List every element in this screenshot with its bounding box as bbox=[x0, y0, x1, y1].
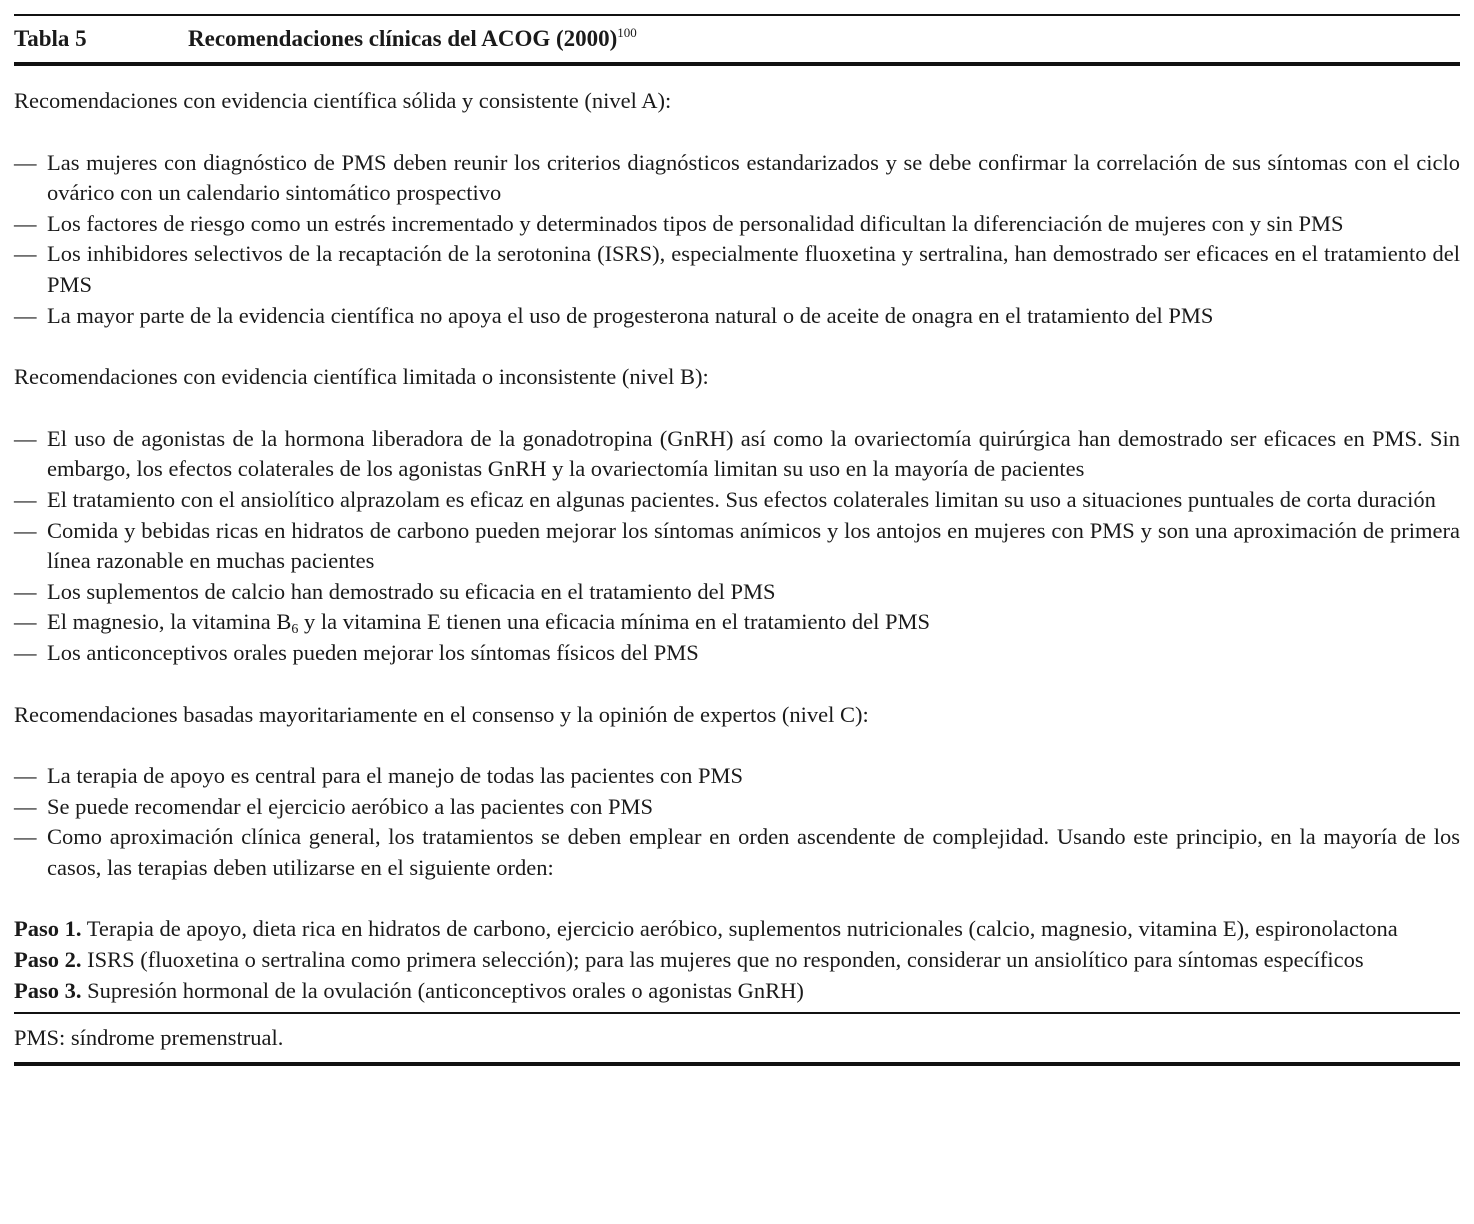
step-3 bbox=[14, 976, 1460, 1007]
vitamin-text-end: y la vitamina E tienen una eficacia mínima en el tratamiento del PMS bbox=[298, 609, 930, 635]
step-1 bbox=[14, 914, 1460, 945]
dash-bullet: — bbox=[14, 425, 37, 451]
list-item bbox=[14, 424, 1460, 485]
table-title-text: Recomendaciones clínicas del ACOG (2000) bbox=[188, 25, 618, 51]
list-item bbox=[14, 822, 1460, 883]
list-item bbox=[14, 301, 1460, 332]
dash-bullet: — bbox=[14, 517, 37, 543]
table-title bbox=[188, 24, 637, 55]
list-item-text: Las mujeres con diagnóstico de PMS deben reunir los criterios diagnósticos estandarizados y se debe confirmar la correlación de sus síntomas con el ciclo ovárico con un calendario sintomático prospectivo bbox=[47, 149, 1460, 206]
list-item-text: Los anticonceptivos orales pueden mejorar los síntomas físicos del PMS bbox=[47, 639, 699, 665]
table-reference: 100 bbox=[617, 24, 637, 40]
list-item-text: Los factores de riesgo como un estrés incrementado y determinados tipos de personalidad dificultan la diferenciación de mujeres con y sin PMS bbox=[47, 210, 1344, 236]
list-item bbox=[14, 516, 1460, 577]
list-item-text: Como aproximación clínica general, los tratamientos se deben emplear en orden ascendente de complejidad. Usando este principio, en la mayoría de los casos, las terapias deben utilizarse en el siguiente orden: bbox=[47, 824, 1460, 880]
dash-bullet: — bbox=[14, 302, 37, 328]
list-item bbox=[14, 209, 1460, 240]
list-item bbox=[14, 638, 1460, 669]
dash-bullet: — bbox=[14, 241, 37, 267]
list-item-text: El uso de agonistas de la hormona liberadora de la gonadotropina (GnRH) así como la ovariectomía quirúrgica han demostrado ser eficaces en PMS. Sin embargo, los efectos colaterales de los agonistas GnRH y la ovariectomía limitan su uso en la mayoría de pacientes bbox=[47, 425, 1460, 482]
dash-bullet: — bbox=[14, 763, 37, 789]
step-label: Paso 2. bbox=[14, 947, 82, 973]
table-container bbox=[14, 14, 1460, 1066]
list-item bbox=[14, 148, 1460, 209]
list-item bbox=[14, 485, 1460, 516]
section-b-heading: Recomendaciones con evidencia científica limitada o inconsistente (nivel B): bbox=[14, 364, 709, 390]
dash-bullet: — bbox=[14, 578, 37, 604]
dash-bullet: — bbox=[14, 824, 37, 850]
list-item bbox=[14, 607, 1460, 638]
step-label: Paso 1. bbox=[14, 916, 82, 942]
list-item-text bbox=[47, 609, 930, 638]
bottom-rule bbox=[14, 1062, 1460, 1066]
section-a-heading: Recomendaciones con evidencia científica sólida y consistente (nivel A): bbox=[14, 88, 672, 113]
step-label: Paso 3. bbox=[14, 977, 82, 1003]
vitamin-subscript: 6 bbox=[291, 622, 299, 638]
list-item-text: Los inhibidores selectivos de la recaptación de la serotonina (ISRS), especialmente fluoxetina y sertralina, han demostrado ser eficaces en el tratamiento del PMS bbox=[47, 241, 1460, 297]
step-text: Terapia de apoyo, dieta rica en hidratos de carbono, ejercicio aeróbico, suplementos nutricionales (calcio, magnesio, vitamina E), espironolactona bbox=[81, 916, 1398, 942]
step-text: ISRS (fluoxetina o sertralina como primera selección); para las mujeres que no responden, considerar un ansiolítico para síntomas específicos bbox=[81, 947, 1364, 973]
dash-bullet: — bbox=[14, 210, 37, 236]
list-item-text: El tratamiento con el ansiolítico alprazolam es eficaz en algunas pacientes. Sus efectos colaterales limitan su uso a situaciones puntuales de corta duración bbox=[47, 486, 1436, 512]
section-a-list bbox=[14, 148, 1460, 332]
table-label: Tabla 5 bbox=[14, 25, 87, 51]
step-2 bbox=[14, 945, 1460, 976]
list-item-text: Comida y bebidas ricas en hidratos de carbono pueden mejorar los síntomas anímicos y los antojos en mujeres con PMS y son una aproximación de primera línea razonable en muchas pacientes bbox=[47, 517, 1460, 574]
list-item-text: Los suplementos de calcio han demostrado su eficacia en el tratamiento del PMS bbox=[47, 578, 776, 604]
list-item bbox=[14, 577, 1460, 608]
dash-bullet: — bbox=[14, 793, 37, 819]
list-item bbox=[14, 792, 1460, 823]
dash-bullet: — bbox=[14, 486, 37, 512]
step-text: Supresión hormonal de la ovulación (anticonceptivos orales o agonistas GnRH) bbox=[81, 977, 804, 1003]
list-item-text: La terapia de apoyo es central para el manejo de todas las pacientes con PMS bbox=[47, 763, 743, 789]
list-item-text: La mayor parte de la evidencia científica no apoya el uso de progesterona natural o de aceite de onagra en el tratamiento del PMS bbox=[47, 302, 1214, 328]
list-item bbox=[14, 239, 1460, 300]
dash-bullet: — bbox=[14, 639, 37, 665]
section-b-list bbox=[14, 424, 1460, 669]
table-body bbox=[14, 66, 1460, 1006]
vitamin-text-start: El magnesio, la vitamina B bbox=[47, 609, 292, 635]
dash-bullet: — bbox=[14, 149, 37, 175]
dash-bullet: — bbox=[14, 609, 37, 635]
section-c-list bbox=[14, 761, 1460, 883]
section-c-heading: Recomendaciones basadas mayoritariamente en el consenso y la opinión de expertos (nivel C): bbox=[14, 701, 869, 727]
footnote: PMS: síndrome premenstrual. bbox=[14, 1025, 284, 1051]
list-item bbox=[14, 761, 1460, 792]
table-caption bbox=[14, 16, 1460, 62]
list-item-text: Se puede recomendar el ejercicio aeróbico a las pacientes con PMS bbox=[47, 793, 653, 819]
